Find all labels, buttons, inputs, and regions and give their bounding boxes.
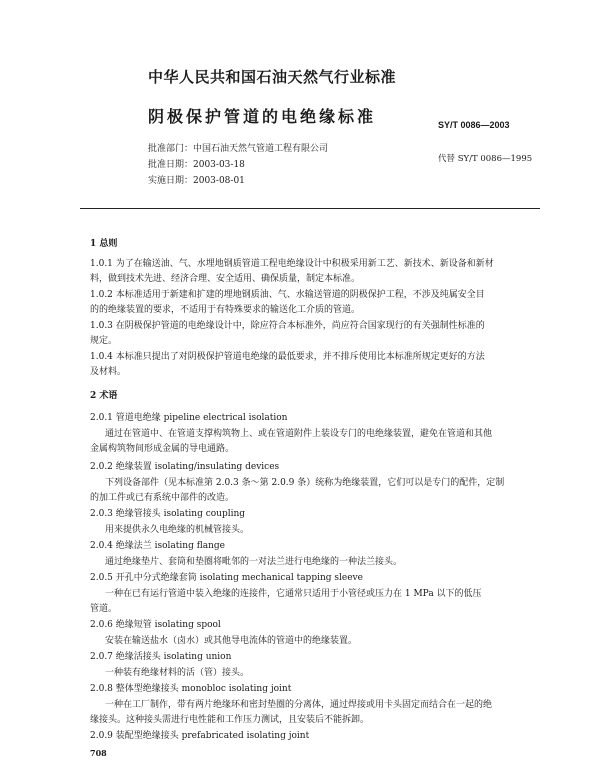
term-2-0-3-def: 用来提供永久电绝缘的机械管接头。 bbox=[105, 525, 250, 535]
term-2-0-5-def: 一种在已有运行管道中装入绝缘的连接件，它通常只适用于小管径或压力在 1 MPa 以下的低压 bbox=[105, 589, 482, 599]
replaces-note: 代替 SY/T 0086—1995 bbox=[438, 154, 533, 164]
approval-date: 批准日期：2003-03-18 bbox=[148, 160, 245, 170]
term-2-0-6-def: 安装在输送盐水（卤水）或其他导电流体的管道中的绝缘装置。 bbox=[105, 636, 358, 646]
clause-1-0-2-cont: 的的绝缘装置的要求，不适用于有特殊要求的输送化工介质的管道。 bbox=[90, 305, 361, 315]
approver: 批准部门：中国石油天然气管道工程有限公司 bbox=[148, 144, 329, 154]
term-2-0-8-def-cont: 缘接头。这种接头需进行电性能和工作压力测试，且安装后不能拆卸。 bbox=[90, 715, 370, 725]
term-2-0-2-def: 下列设备部件（见本标准第 2.0.3 条～第 2.0.9 条）统称为绝缘装置，它们可以是专门的配件，定制 bbox=[105, 478, 505, 488]
term-2-0-6: 2.0.6 绝缘短管 isolating spool bbox=[90, 620, 221, 630]
header-divider bbox=[80, 208, 540, 209]
clause-1-0-4-cont: 及材料。 bbox=[90, 367, 127, 377]
clause-1-0-3: 1.0.3 在阴极保护管道的电绝缘设计中，除应符合本标准外，尚应符合国家现行的有关强制性标准的 bbox=[90, 321, 485, 331]
clause-1-0-1: 1.0.1 为了在输送油、气、水埋地钢质管道工程电绝缘设计中积极采用新工艺、新技术、新设备和新材 bbox=[90, 259, 494, 269]
clause-1-0-4: 1.0.4 本标准只提出了对阴极保护管道电绝缘的最低要求，并不排斥使用比本标准所规定更好的方法 bbox=[90, 352, 485, 362]
standard-title: 阴极保护管道的电绝缘标准 bbox=[148, 107, 377, 126]
term-2-0-7: 2.0.7 绝缘活接头 isolating union bbox=[90, 652, 232, 662]
term-2-0-8: 2.0.8 整体型绝缘接头 monobloc isolating joint bbox=[90, 684, 292, 694]
term-2-0-5: 2.0.5 开孔中分式绝缘套筒 isolating mechanical tapping sleeve bbox=[90, 573, 363, 583]
section-2-title: 2 术语 bbox=[90, 391, 118, 401]
term-2-0-4: 2.0.4 绝缘法兰 isolating flange bbox=[90, 541, 225, 551]
section-1-title: 1 总则 bbox=[90, 239, 118, 249]
term-2-0-9: 2.0.9 装配型绝缘接头 prefabricated isolating joint bbox=[90, 731, 310, 741]
clause-1-0-2: 1.0.2 本标准适用于新建和扩建的埋地钢质油、气、水输送管道的阴极保护工程，不涉及纯属安全目 bbox=[90, 290, 485, 300]
term-2-0-2-def-cont: 的加工件或已有系统中部件的改造。 bbox=[90, 493, 235, 503]
term-2-0-1-def-cont: 金属构筑物间形成金属的导电通路。 bbox=[90, 444, 235, 454]
term-2-0-8-def: 一种在工厂制作，带有两片绝缘环和密封垫圈的分离体，通过焊接或用卡头固定而结合在一起的绝 bbox=[105, 700, 493, 710]
term-2-0-4-def: 通过绝缘垫片、套筒和垫圈将毗邻的一对法兰进行电绝缘的一种法兰接头。 bbox=[105, 557, 403, 567]
page-number: 708 bbox=[90, 748, 107, 758]
term-2-0-1-def: 通过在管道中、在管道支撑构筑物上、或在管道附件上装设专门的电绝缘装置，避免在管道和其他 bbox=[105, 429, 493, 439]
organization-name: 中华人民共和国石油天然气行业标准 bbox=[148, 68, 397, 86]
term-2-0-5-def-cont: 管道。 bbox=[90, 604, 118, 614]
effective-date: 实施日期：2003-08-01 bbox=[148, 176, 245, 186]
clause-1-0-3-cont: 规定。 bbox=[90, 336, 118, 346]
clause-1-0-1-cont: 料，做到技术先进、经济合理、安全适用、确保质量，制定本标准。 bbox=[90, 274, 361, 284]
term-2-0-3: 2.0.3 绝缘管接头 isolating coupling bbox=[90, 509, 246, 519]
term-2-0-1: 2.0.1 管道电绝缘 pipeline electrical isolation bbox=[90, 413, 288, 423]
term-2-0-2: 2.0.2 绝缘装置 isolating/insulating devices bbox=[90, 462, 280, 472]
standard-code: SY/T 0086—2003 bbox=[438, 120, 510, 130]
term-2-0-7-def: 一种装有绝缘材料的活（管）接头。 bbox=[105, 668, 250, 678]
